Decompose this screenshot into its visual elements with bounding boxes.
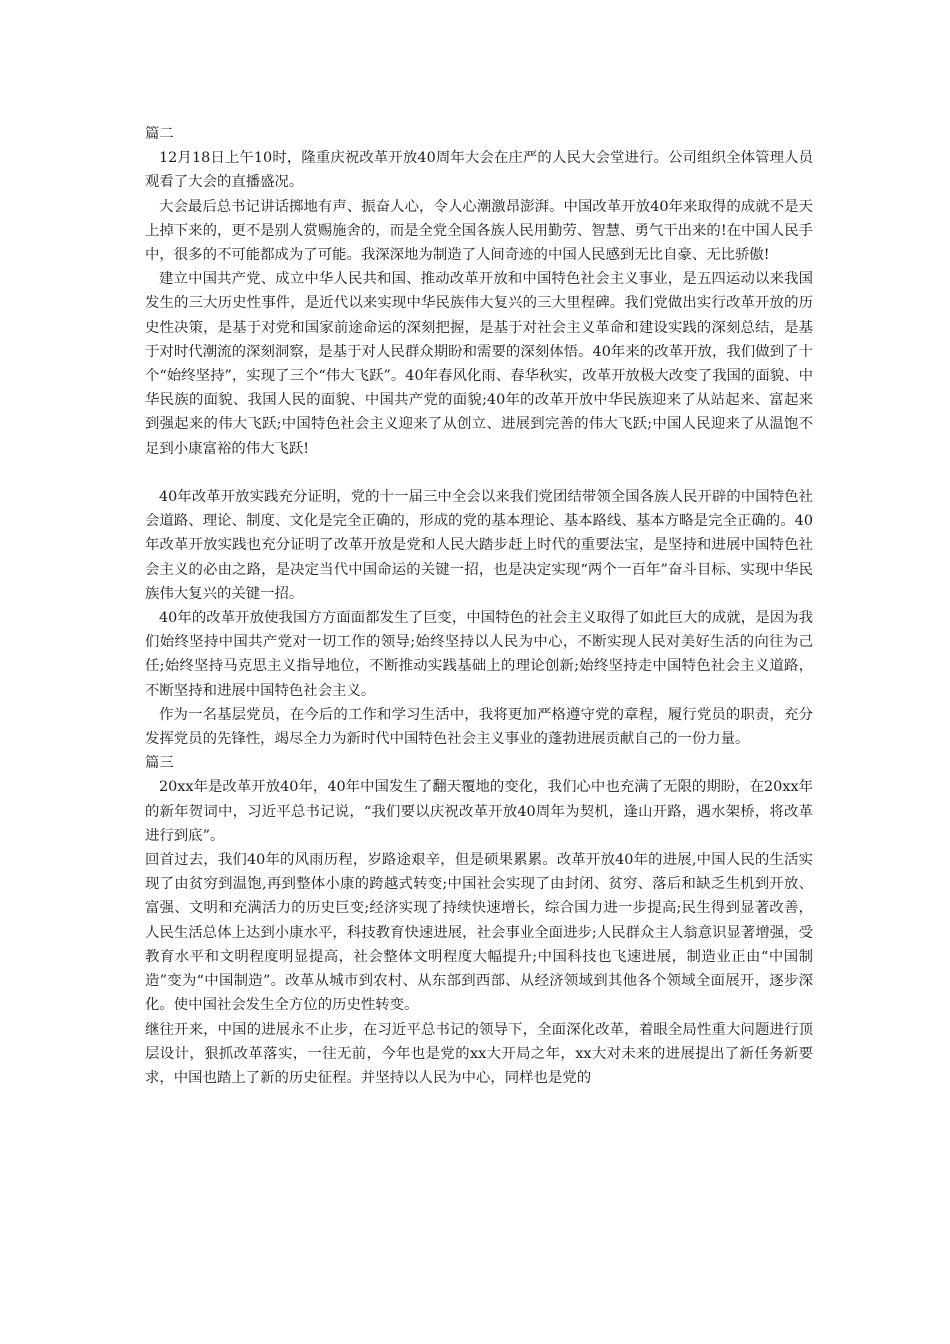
blank-line — [145, 461, 813, 485]
paragraph: 继往开来，中国的进展永不止步，在习近平总书记的领导下，全面深化改革，着眼全局性重大问题进行顶层设计，狠抓改革落实，一往无前，今年也是党的xx大开局之年，xx大对未来的进展提出了新任务新要求，中国也踏上了新的历史征程。并坚持以人民为中心，同样也是党的 — [145, 1021, 813, 1086]
paragraph: 12月18日上午10时，隆重庆祝改革开放40周年大会在庄严的人民大会堂进行。公司组织全体管理人员观看了大会的直播盛况。 — [145, 150, 813, 191]
paragraph: 作为一名基层党员，在今后的工作和学习生活中，我将更加严格遵守党的章程，履行党员的职责，充分发挥党员的先锋性，竭尽全力为新时代中国特色社会主义事业的蓬勃进展贡献自己的一份力量。 — [145, 706, 813, 748]
document-page — [145, 122, 813, 1090]
paragraph: 40年改革开放实践充分证明，党的十一届三中全会以来我们党团结带领全国各族人民开辟的中国特色社会道路、理论、制度、文化是完全正确的，形成的党的基本理论、基本路线、基本方略是完全正确的。40年改革开放实践也充分证明了改革开放是党和人民大踏步赶上时代的重要法宝，是坚持和进展中国特色社会主义的必由之路，是决定当代中国命运的关键一招，也是决定实现“两个一百年”奋斗目标、实现中华民族伟大复兴的关键一招。 — [145, 489, 813, 602]
paragraph: 20xx年是改革开放40年，40年中国发生了翻天覆地的变化，我们心中也充满了无限的期盼，在20xx年的新年贺词中，习近平总书记说，“我们要以庆祝改革开放40周年为契机，逢山开路，遇水架桥，将改革进行到底”。 — [145, 779, 813, 844]
section-heading-3: 篇三 — [145, 755, 174, 772]
section-heading-2: 篇二 — [145, 126, 174, 142]
paragraph: 回首过去，我们40年的风雨历程，岁路途艰辛，但是硕果累累。改革开放40年的进展,中国人民的生活实现了由贫穷到温饱,再到整体小康的跨越式转变;中国社会实现了由封闭、贫穷、落后和缺乏生机到开放、富强、文明和充满活力的历史巨变;经济实现了持续快速增长，综合国力进一步提高;民生得到显著改善，人民生活总体上达到小康水平，科技教育快速进展，社会事业全面进步;人民群众主人翁意识显著增强，受教育水平和文明程度明显提高，社会整体文明程度大幅提升;中国科技也飞速进展，制造业正由“中国制造”变为“中国制造”。改革从城市到农村、从东部到西部、从经济领域到其他各个领域全面展开，逐步深化。使中国社会发生全方位的历史性转变。 — [145, 852, 813, 1014]
paragraph: 建立中国共产党、成立中华人民共和国、推动改革开放和中国特色社会主义事业，是五四运动以来我国发生的三大历史性事件，是近代以来实现中华民族伟大复兴的三大里程碑。我们党做出实行改革开放的历史性决策，是基于对党和国家前途命运的深刻把握，是基于对社会主义革命和建设实践的深刻总结，是基于对时代潮流的深刻洞察，是基于对人民群众期盼和需要的深刻体悟。40年来的改革开放，我们做到了十个“始终坚持”，实现了三个“伟大飞跃”。40年春风化雨、春华秋实，改革开放极大改变了我国的面貌、中华民族的面貌、我国人民的面貌、中国共产党的面貌;40年的改革开放中华民族迎来了从站起来、富起来到强起来的伟大飞跃;中国特色社会主义迎来了从创立、进展到完善的伟大飞跃;中国人民迎来了从温饱不足到小康富裕的伟大飞跃! — [145, 271, 813, 457]
paragraph: 40年的改革开放使我国方方面面都发生了巨变，中国特色的社会主义取得了如此巨大的成就，是因为我们始终坚持中国共产党对一切工作的领导;始终坚持以人民为中心，不断实现人民对美好生活的向往为己任;始终坚持马克思主义指导地位，不断推动实践基础上的理论创新;始终坚持走中国特色社会主义道路，不断坚持和进展中国特色社会主义。 — [145, 610, 813, 699]
paragraph: 大会最后总书记讲话掷地有声、振奋人心，令人心潮激昂澎湃。中国改革开放40年来取得的成就不是天上掉下来的，更不是别人赏赐施舍的，而是全党全国各族人民用勤劳、智慧、勇气干出来的!在中国人民手中，很多的不可能都成为了可能。我深深地为制造了人间奇迹的中国人民感到无比自豪、无比骄傲! — [145, 198, 813, 264]
